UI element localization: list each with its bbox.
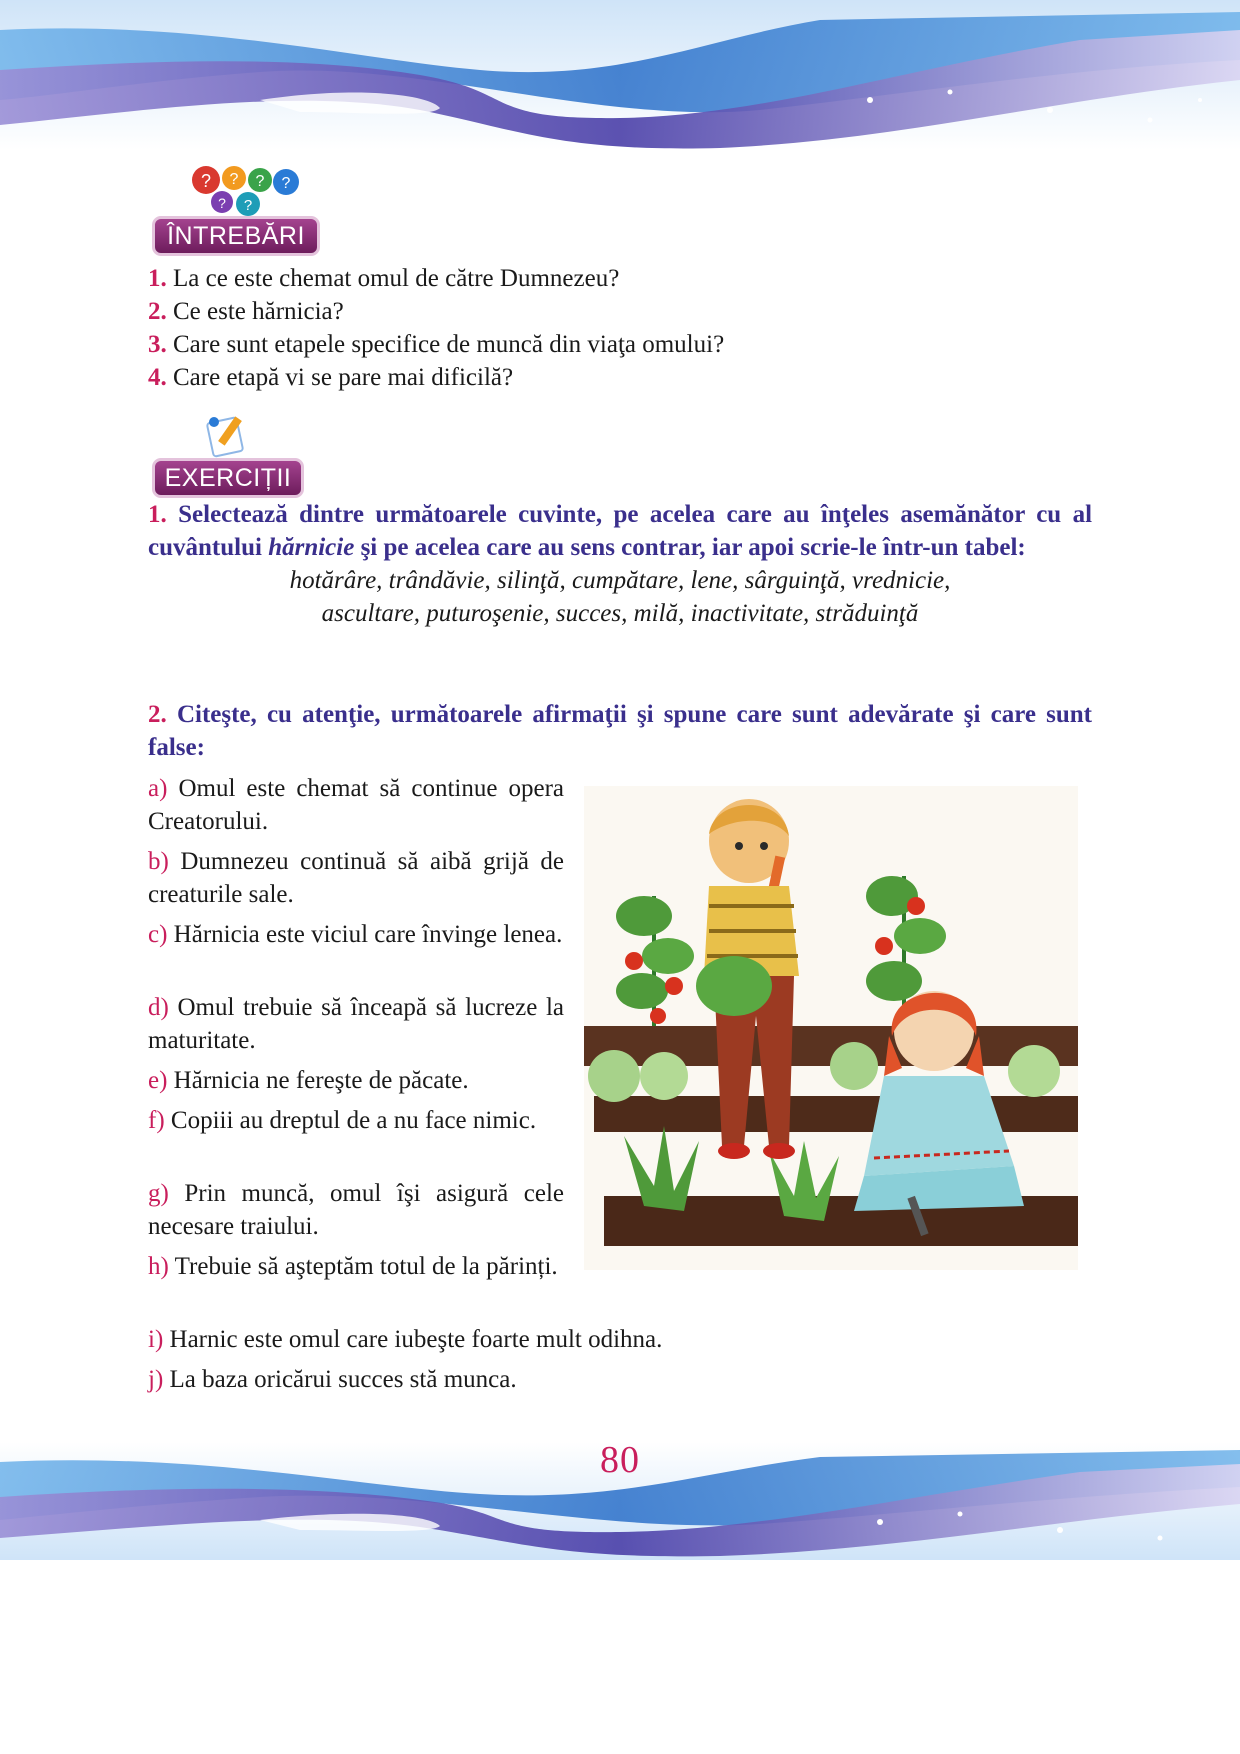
svg-text:?: ? — [200, 171, 212, 191]
cabbage — [640, 1052, 688, 1100]
statement-item: b) Dumnezeu continuă să aibă grijă de creaturile sale. — [148, 848, 565, 908]
soil-row — [594, 1096, 1078, 1132]
questions-list — [148, 262, 724, 394]
statement-item: i) Harnic este omul care iubeşte foarte mult odihna. — [148, 1326, 663, 1353]
exercise-2 — [148, 698, 1092, 764]
cabbage — [830, 1042, 878, 1090]
exercise-1-keyword: hărnicie — [268, 534, 355, 561]
question-bubbles-icon — [188, 160, 308, 220]
questions-badge-label: ÎNTREBĂRI — [152, 216, 320, 256]
question-item: 3. Care sunt etapele specifice de muncă din viaţa omului? — [148, 331, 725, 358]
page-number: 80 — [600, 1439, 640, 1481]
statement-item: e) Hărnicia ne fereşte de păcate. — [148, 1067, 469, 1094]
top-wave-decoration — [0, 0, 1240, 155]
statement-item: d) Omul trebuie să înceapă să lucreze la maturitate. — [148, 994, 564, 1054]
exercises-badge-label: EXERCIȚII — [152, 458, 304, 498]
word-list-line-2: ascultare, puturoşenie, succes, milă, inactivitate, străduinţă — [321, 600, 919, 627]
statement-item: c) Hărnicia este viciul care învinge lenea. — [148, 921, 563, 948]
exercise-1-instruction: 1. Selectează dintre următoarele cuvinte, pe acelea care au înţeles asemănător cu al cuvântului hărnicie şi pe acelea care au sens contrar, iar apoi scrie-le într-un tabel: — [148, 501, 1093, 561]
question-item: 1. La ce este chemat omul de către Dumnezeu? — [148, 265, 620, 292]
children-garden-illustration — [584, 786, 1078, 1270]
svg-text:?: ? — [243, 197, 253, 214]
questions-badge — [150, 160, 322, 256]
svg-text:?: ? — [281, 175, 291, 192]
word-list-line-1: hotărâre, trândăvie, silinţă, cumpătare, lene, sârguinţă, vrednicie, — [289, 567, 951, 594]
statement-item: a) Omul este chemat să continue opera Creatorului. — [148, 775, 565, 835]
cabbage — [588, 1050, 640, 1102]
exercises-badge — [150, 414, 308, 498]
statement-item: h) Trebuie să aşteptăm totul de la părinți. — [148, 1253, 558, 1280]
svg-text:?: ? — [229, 171, 239, 188]
pencil-paper-icon — [202, 414, 252, 458]
exercise-1 — [148, 498, 1092, 630]
statement-item: f) Copiii au dreptul de a nu face nimic. — [148, 1107, 537, 1134]
statement-item: j) La baza oricărui succes stă munca. — [148, 1366, 517, 1393]
svg-text:?: ? — [218, 195, 226, 211]
question-item: 2. Ce este hărnicia? — [148, 298, 344, 325]
exercise-2-instruction: 2. Citeşte, cu atenţie, următoarele afirmaţii şi spune care sunt adevărate şi care sunt false: — [148, 701, 1092, 761]
question-item: 4. Care etapă vi se pare mai dificilă? — [148, 364, 514, 391]
statement-item: g) Prin muncă, omul îşi asigură cele necesare traiului. — [148, 1180, 564, 1240]
svg-text:?: ? — [255, 173, 265, 190]
cabbage — [1008, 1045, 1060, 1097]
